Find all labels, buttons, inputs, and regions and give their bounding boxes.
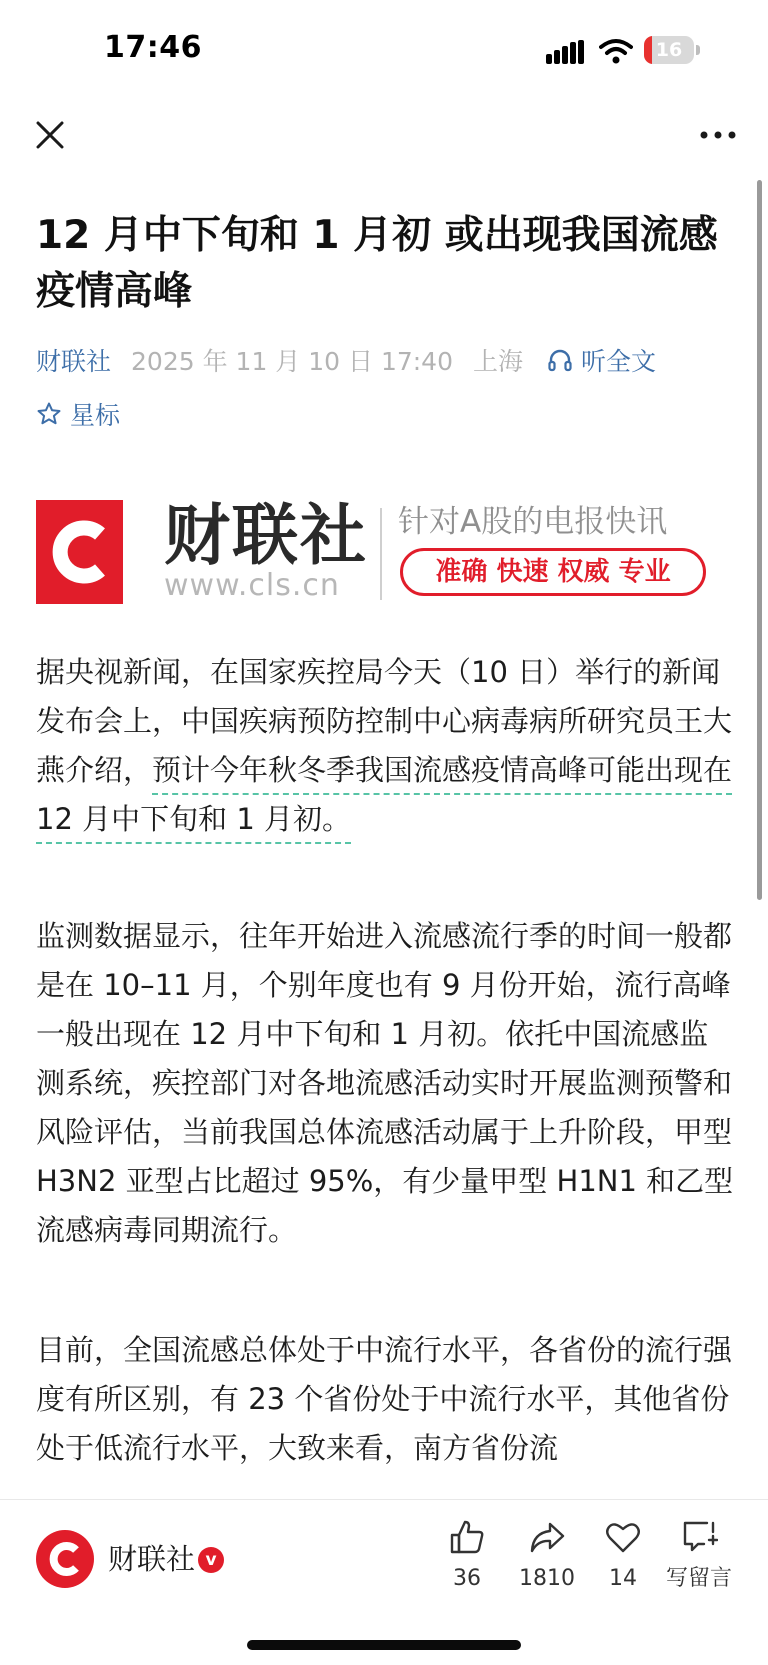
battery-icon [644,36,700,64]
banner-divider [380,508,382,600]
article-meta [36,342,656,378]
status-bar [0,0,768,90]
heart-icon [604,1518,642,1556]
share-count: 1810 [519,1566,575,1591]
listen-button[interactable] [547,342,656,378]
article-date: 2025 年 11 月 10 日 17:40 [131,347,453,376]
paragraph-1-text: 据央视新闻，在国家疾控局今天（10 日）举行的新闻发布会上，中国疾病预防控制中心病毒病所研究员王大燕介绍， [36,655,733,787]
article-location: 上海 [473,347,524,376]
star-label: 星标 [70,401,121,430]
banner-brand: 财联社 [164,497,368,574]
highlighted-sentence[interactable]: 预计今年秋冬季我国流感疫情高峰可能出现在 12 月中下旬和 1 月初。 [36,753,732,844]
scroll-indicator[interactable] [757,180,762,900]
status-time: 17:46 [104,30,202,65]
banner-url: www.cls.cn [164,568,340,603]
article-title: 12 月中下旬和 1 月初 或出现我国流感疫情高峰 [36,213,718,314]
battery-cap [696,45,700,55]
like-button[interactable] [422,1518,512,1594]
comment-plus-icon [680,1518,718,1556]
banner-tags: 准确 快速 权威 专业 [400,548,706,596]
like-count: 36 [453,1566,481,1591]
headphones-icon [547,347,573,373]
battery-level: 16 [655,39,683,61]
home-indicator[interactable] [247,1640,521,1650]
paragraph-3: 目前，全国流感总体处于中流行水平，各省份的流行强度有所区别，有 23 个省份处于中流行水平，其他省份处于低流行水平，大致来看，南方省份流 [36,1333,733,1465]
listen-label: 听全文 [581,347,657,376]
battery-body [644,36,694,64]
share-icon [528,1518,566,1556]
author-avatar[interactable] [36,1530,94,1588]
paragraph-2: 监测数据显示，往年开始进入流感流行季的时间一般都是在 10–11 月，个别年度也有 9 月份开始，流行高峰一般出现在 12 月中下旬和 1 月初。依托中国流感监测系统，疾控部门对各地流感活动实时开展监测预警和风险评估，当前我国总体流感活动属于上升阶段，甲型 H3N2 亚型占比超过 95%，有少量甲型 H1N1 和乙型流感病毒同期流行。 [36,919,734,1247]
paragraph-1 [36,648,736,844]
star-icon [36,401,62,427]
comment-label: 写留言 [665,1566,732,1591]
comment-button[interactable] [654,1518,744,1594]
cls-banner [36,497,736,604]
more-icon[interactable] [696,120,740,150]
cls-logo [36,500,123,604]
article-source[interactable]: 财联社 [36,347,112,376]
favorite-count: 14 [609,1566,637,1591]
thumbs-up-icon [448,1518,486,1556]
verified-badge: v [198,1547,224,1573]
cellular-signal-icon [546,40,586,64]
close-icon[interactable] [30,115,70,155]
wifi-icon [599,38,633,64]
banner-slogan: 针对A股的电报快讯 [398,504,668,540]
star-button[interactable] [36,396,120,432]
author-name[interactable]: 财联社 [108,1542,196,1576]
